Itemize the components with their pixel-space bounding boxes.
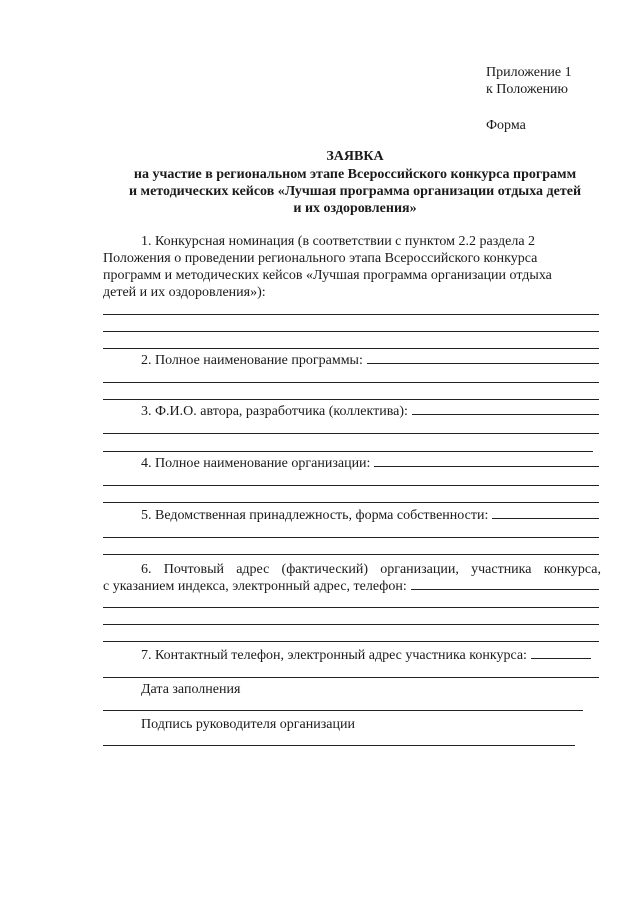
document-subtitle-2: и методических кейсов «Лучшая программа организации отдыха детей — [128, 184, 582, 199]
section-2-fill[interactable] — [367, 352, 599, 364]
section-7-field[interactable] — [141, 647, 591, 664]
section-6-fill-line-1[interactable] — [103, 607, 599, 608]
section-1-line-4: детей и их оздоровления»): — [103, 285, 266, 300]
section-4-fill[interactable] — [374, 455, 599, 467]
section-1-fill-line-3[interactable] — [103, 348, 599, 349]
section-3-fill[interactable] — [412, 403, 599, 415]
signature-label: Подпись руководителя организации — [141, 717, 355, 732]
section-3-label: 3. Ф.И.О. автора, разработчика (коллектива): — [141, 404, 408, 419]
section-1-fill-line-2[interactable] — [103, 331, 599, 332]
section-1-line-1: 1. Конкурсная номинация (в соответствии с пунктом 2.2 раздела 2 — [141, 234, 536, 249]
document-subtitle-3: и их оздоровления» — [293, 201, 417, 216]
section-4-field[interactable] — [141, 455, 599, 472]
section-2-field[interactable] — [141, 352, 599, 369]
section-2-fill-line-1[interactable] — [103, 382, 599, 383]
section-7-label: 7. Контактный телефон, электронный адрес участника конкурса: — [141, 648, 527, 663]
section-3-field[interactable] — [141, 403, 599, 420]
appendix-reference: к Положению — [486, 82, 569, 97]
section-1-line-2: Положения о проведении регионального этапа Всероссийского конкурса — [103, 251, 538, 266]
section-4-fill-line-1[interactable] — [103, 485, 599, 486]
section-1-line-3: программ и методических кейсов «Лучшая программа организации отдыха — [103, 268, 552, 283]
section-7-fill[interactable] — [531, 647, 591, 659]
section-6-label: с указанием индекса, электронный адрес, телефон: — [103, 579, 407, 594]
document-subtitle-1: на участие в региональном этапе Всероссийского конкурса программ — [133, 167, 577, 182]
section-5-fill[interactable] — [492, 507, 599, 519]
section-5-field[interactable] — [141, 507, 599, 524]
section-2-label: 2. Полное наименование программы: — [141, 353, 363, 368]
section-5-label: 5. Ведомственная принадлежность, форма собственности: — [141, 508, 489, 523]
document-title: ЗАЯВКА — [326, 149, 384, 164]
section-3-fill-line-2[interactable] — [103, 451, 593, 452]
section-5-fill-line-2[interactable] — [103, 554, 599, 555]
section-2-fill-line-2[interactable] — [103, 399, 599, 400]
section-4-fill-line-2[interactable] — [103, 502, 599, 503]
section-6-fill-line-3[interactable] — [103, 641, 599, 642]
section-6-line-1: 6. Почтовый адрес (фактический) организации, участника конкурса, — [141, 562, 601, 577]
section-5-fill-line-1[interactable] — [103, 537, 599, 538]
section-6-field[interactable] — [103, 578, 599, 595]
section-4-label: 4. Полное наименование организации: — [141, 456, 371, 471]
section-3-fill-line-1[interactable] — [103, 433, 599, 434]
section-6-fill-line-2[interactable] — [103, 624, 599, 625]
section-7-fill-line-1[interactable] — [103, 677, 599, 678]
form-label: Форма — [486, 118, 526, 133]
date-fill-line[interactable] — [103, 710, 583, 711]
signature-fill-line[interactable] — [103, 745, 575, 746]
appendix-number: Приложение 1 — [486, 65, 572, 80]
section-1-fill-line-1[interactable] — [103, 314, 599, 315]
section-6-fill[interactable] — [411, 578, 599, 590]
date-label: Дата заполнения — [141, 682, 241, 697]
